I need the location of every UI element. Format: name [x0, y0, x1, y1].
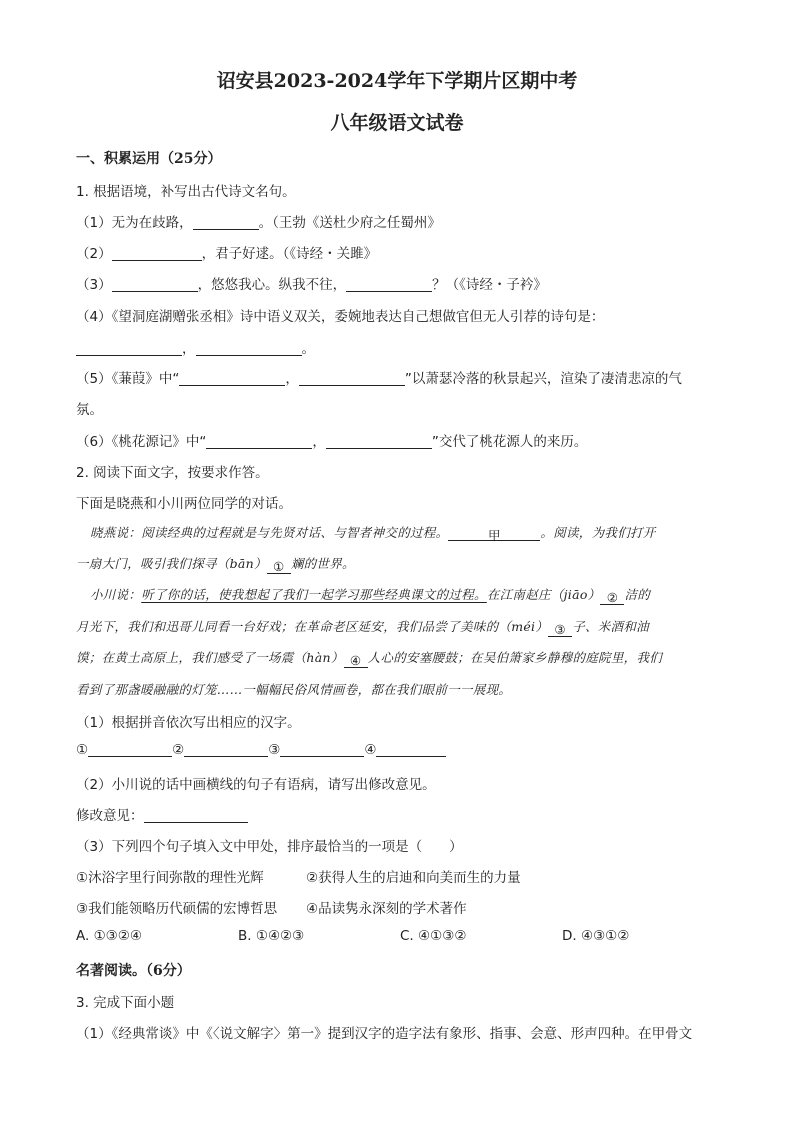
- choice-a[interactable]: A. ①③②④: [76, 928, 142, 944]
- answer-blank[interactable]: [299, 371, 405, 386]
- answer-blank[interactable]: [346, 277, 432, 292]
- answer-blank[interactable]: [112, 277, 198, 292]
- dialogue-xiaochuan-4: 看到了那盏暖融融的灯笼……一幅幅民俗风情画卷，都在我们眼前一一展现。: [76, 682, 512, 697]
- answer-blank[interactable]: [326, 434, 432, 449]
- question-2-stem: 2. 阅读下面文字，按要求作答。: [76, 465, 269, 481]
- choice-d[interactable]: D. ④③①②: [562, 928, 630, 944]
- answer-blank[interactable]: [193, 215, 259, 230]
- choice-b[interactable]: B. ①④②③: [238, 928, 305, 944]
- q1-item-5: （5）《蒹葭》中“ ， ”以萧瑟冷落的秋景起兴，渲染了凄清悲凉的气: [76, 371, 682, 387]
- dialogue-xiaochuan-3: 馍；在黄土高原上，我们感受了一场震（hàn） ④ 人心的安塞腰鼓；在吴伯箫家乡静穆的庭院里，我们: [76, 650, 663, 668]
- answer-blank[interactable]: [144, 808, 248, 823]
- section-heading-1: 一、积累运用（25分）: [76, 151, 222, 167]
- blank-jia[interactable]: 甲: [448, 526, 540, 541]
- answer-blank[interactable]: [376, 742, 446, 757]
- q2-sub-2: （2）小川说的话中画横线的句子有语病，请写出修改意见。: [76, 777, 436, 793]
- q1-item-3: （3） ，悠悠我心。纵我不往， ？（《诗经・子衿》: [76, 277, 547, 293]
- q2-sub-1: （1）根据拼音依次写出相应的汉字。: [76, 715, 301, 731]
- dialogue-xiaochuan-1: 小川说：听了你的话，使我想起了我们一起学习那些经典课文的过程。在江南赵庄（jiāo） ② 洁的: [90, 587, 651, 605]
- answer-blank[interactable]: [112, 246, 202, 261]
- exam-title: 诏安县2023-2024学年下学期片区期中考: [216, 70, 578, 92]
- answer-blank[interactable]: [206, 434, 312, 449]
- section-heading-2: 名著阅读。（6分）: [76, 963, 191, 979]
- q2-sub-3-options-row2: ③我们能领略历代硕儒的宏博哲思 ④品读隽永深刻的学术著作: [76, 901, 467, 917]
- answer-blank[interactable]: [184, 742, 268, 757]
- blank-1[interactable]: ①: [267, 559, 291, 574]
- dialogue-xiaoyan-2: 一扇大门，吸引我们探寻（bān） ① 斓的世界。: [76, 556, 355, 574]
- q1-item-2: （2） ，君子好逑。（《诗经・关雎》: [76, 246, 378, 262]
- answer-blank[interactable]: [76, 341, 182, 356]
- blank-4[interactable]: ④: [344, 653, 368, 668]
- question-1-stem: 1. 根据语境，补写出古代诗文名句。: [76, 184, 296, 200]
- q1-item-1: （1）无为在歧路， 。（王勃《送杜少府之任蜀州》: [76, 215, 441, 231]
- q2-intro: 下面是晓燕和小川两位同学的对话。: [76, 496, 292, 512]
- answer-blank[interactable]: [196, 341, 302, 356]
- choice-c[interactable]: C. ④①③②: [400, 928, 467, 944]
- answer-blank[interactable]: [179, 371, 285, 386]
- exam-subtitle: 八年级语文试卷: [330, 112, 464, 134]
- q1-item-5-cont: 氛。: [76, 402, 103, 418]
- q2-sub-3-options-row1: ①沐浴字里行间弥散的理性光辉 ②获得人生的启迪和向美而生的力量: [76, 870, 521, 886]
- q2-sub-3: （3）下列四个句子填入文中甲处，排序最恰当的一项是（ ）: [76, 839, 463, 855]
- dialogue-xiaochuan-2: 月光下，我们和迅哥儿同看一台好戏；在革命老区延安，我们品尝了美味的（méi） ③ 子、米酒和油: [76, 619, 649, 637]
- q2-sub-1-answers: ① ② ③ ④: [76, 742, 446, 758]
- dialogue-xiaoyan-1: 晓燕说：阅读经典的过程就是与先贤对话、与智者神交的过程。 甲 。阅读，为我们打开: [90, 525, 656, 543]
- answer-blank[interactable]: [280, 742, 364, 757]
- blank-2[interactable]: ②: [600, 590, 624, 605]
- q1-item-6: （6）《桃花源记》中“ ， ”交代了桃花源人的来历。: [76, 434, 588, 450]
- q3-item-1: （1）《经典常谈》中《〈说文解字〉第一》提到汉字的造字法有象形、指事、会意、形声四种。在甲骨文: [76, 1026, 693, 1042]
- answer-blank[interactable]: [88, 742, 172, 757]
- question-3-stem: 3. 完成下面小题: [76, 995, 175, 1011]
- q1-item-4: （4）《望洞庭湖赠张丞相》诗中语义双关，委婉地表达自己想做官但无人引荐的诗句是：: [76, 309, 605, 325]
- underlined-sentence: 听了你的话，使我想起了我们一起学习那些经典课文的过程。: [141, 587, 487, 602]
- q2-sub-2-answer: 修改意见：: [76, 804, 248, 824]
- blank-3[interactable]: ③: [548, 622, 572, 637]
- q1-item-4-answer: ， 。: [76, 337, 315, 357]
